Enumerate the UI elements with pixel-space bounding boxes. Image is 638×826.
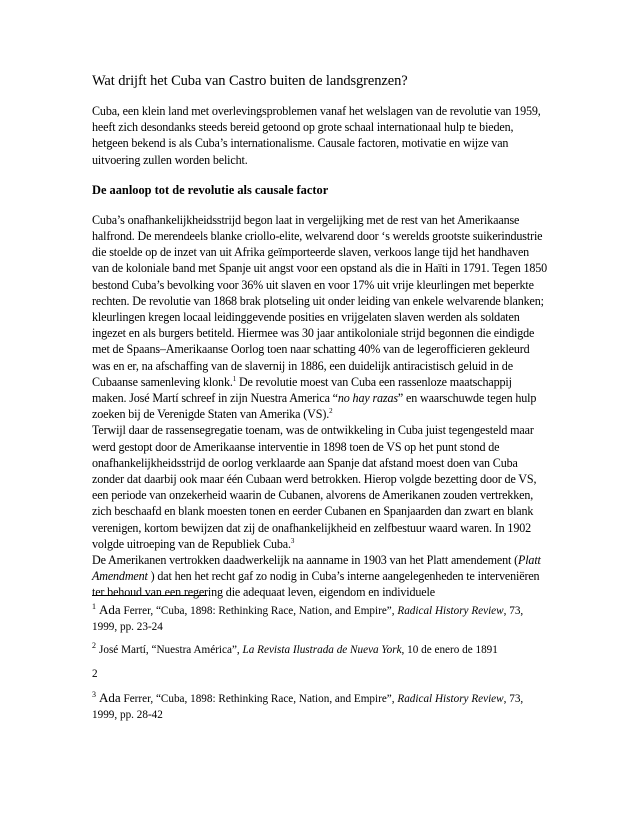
footnote-2-number: 2: [92, 641, 96, 651]
document-title: Wat drijft het Cuba van Castro buiten de landsgrenzen?: [92, 73, 408, 89]
footnote-2-tail: , 10 de enero de 1891: [401, 644, 498, 656]
document-body: [92, 72, 548, 601]
paragraph-2: [92, 422, 548, 552]
footnote-1-journal: Radical History Review: [397, 605, 504, 617]
footnote-3: [92, 690, 548, 723]
footnote-2: [92, 643, 548, 659]
paragraph-3-italic: Platt Amendment: [92, 553, 541, 584]
paragraph-1-text-c: ” en waarschuwde tegen hulp zoeken bij de Verenigde Staten van Amerika (VS).: [92, 391, 537, 422]
footnote-empty: 2: [92, 667, 98, 680]
footnote-separator: [92, 595, 207, 596]
footnote-3-text: Ferrer, “Cuba, 1898: Rethinking Race, Nation, and Empire”,: [120, 693, 398, 705]
paragraph-1-quote: no hay razas: [337, 391, 398, 406]
paragraph-3: [92, 552, 548, 601]
paragraph-1-text-b: De revolutie moest van Cuba een rassenloze maatschappij maken. José Martí schreef in zijn Nuestra America “: [92, 374, 512, 406]
footnote-3-tail: , 73, 1999, pp. 28-42: [92, 693, 524, 721]
paragraph-3-text-b: ) dat hen het recht gaf zo nodig in Cuba’s interne aangelegenheden te interveniëren ter behoud van een regering die adequaat leven, eigendom en individuele: [92, 569, 540, 600]
footnote-ref-1[interactable]: 1: [232, 374, 237, 383]
paragraph-3-text-a: De Amerikanen vertrokken daadwerkelijk na aanname in 1903 van het Platt amendement (: [92, 553, 518, 568]
footnote-1-number: 1: [92, 602, 96, 612]
footnote-1-text: Ferrer, “Cuba, 1898: Rethinking Race, Nation, and Empire”,: [120, 605, 398, 617]
footnote-1-author: Ada: [99, 602, 121, 617]
footnote-2-text: José Martí, “Nuestra América”,: [99, 644, 243, 656]
footnote-1-tail: , 73, 1999, pp. 23-24: [92, 605, 524, 633]
paragraph-1: [92, 212, 548, 423]
footnote-3-author: Ada: [99, 690, 121, 705]
footnote-2-journal: La Revista Ilustrada de Nueva York: [242, 644, 402, 656]
paragraph-1-text-a: Cuba’s onafhankelijkheidsstrijd begon laat in vergelijking met de rest van het Amerikaanse halfrond. De merendeels blanke criollo-elite, welvarend door ‘s werelds grootste suikerindustrie die stoelde op de inzet van uit Afrika geïmporteerde slaven, verkoos lange tijd het handhaven van de koloniale band met Spanje uit angst voor een opstand als die in Haïti in 1791. Tegen 1850 bestond Cuba’s bevolking voor 36% uit slaven en voor 17% uit vrije kleurlingen met beperkte rechten. De revolutie van 1868 brak plotseling uit onder leiding van enkele welvarende blanken; kleurlingen kregen locaal leidinggevende posities en vrijgelaten slaven werden als soldaten ingezet en als burgers betiteld. Hiermee was 30 jaar antikoloniale strijd begonnen die eindigde met de Spaans–Amerikaanse Oorlog toen naar schatting 40% van de legerofficieren gekleurd was en er, na afschaffing van de slavernij in 1886, een duidelijk antiracistisch geluid in de Cubaanse samenleving klonk.: [92, 212, 548, 389]
section-heading: De aanloop tot de revolutie als causale factor: [92, 182, 329, 197]
footnotes: [92, 602, 548, 731]
intro-paragraph: Cuba, een klein land met overlevingsproblemen vanaf het welslagen van de revolutie van 1959, heeft zich desondanks steeds bereid getoond op grote schaal internationaal hulp te bieden, hetgeen bekend is als Cuba’s internationalisme. Causale factoren, motivatie en wijze van uitvoering zullen worden belicht.: [92, 104, 541, 167]
footnote-1: [92, 602, 548, 635]
footnote-ref-2[interactable]: 2: [329, 407, 333, 416]
paragraph-2-text: Terwijl daar de rassensegregatie toenam, was de ontwikkeling in Cuba juist tegengesteld maar werd gestopt door de Amerikaanse interventie in 1898 toen de VS op het punt stond de onafhankelijkheidsstrijd de oorlog verklaarde aan Spanje dat afstand moest doen van Cuba zonder dat daarbij ook maar één Cubaan werd betrokken. Hierop volgde bezetting door de VS, een periode van onzekerheid waarin de Cubanen, alvorens de Amerikanen zouden vertrekken, zich beschaafd en blank moesten tonen en eerder Cubanen en Spanjaarden dan zwart en blank verenigen, kortom bewijzen dat zij de onafhankelijkheid en zelfbestuur waard waren. In 1902 volgde uitroeping van de Republiek Cuba.: [92, 423, 537, 551]
footnote-3-number: 3: [92, 690, 96, 700]
footnote-ref-3[interactable]: 3: [290, 536, 295, 545]
footnote-3-journal: Radical History Review: [397, 693, 504, 705]
